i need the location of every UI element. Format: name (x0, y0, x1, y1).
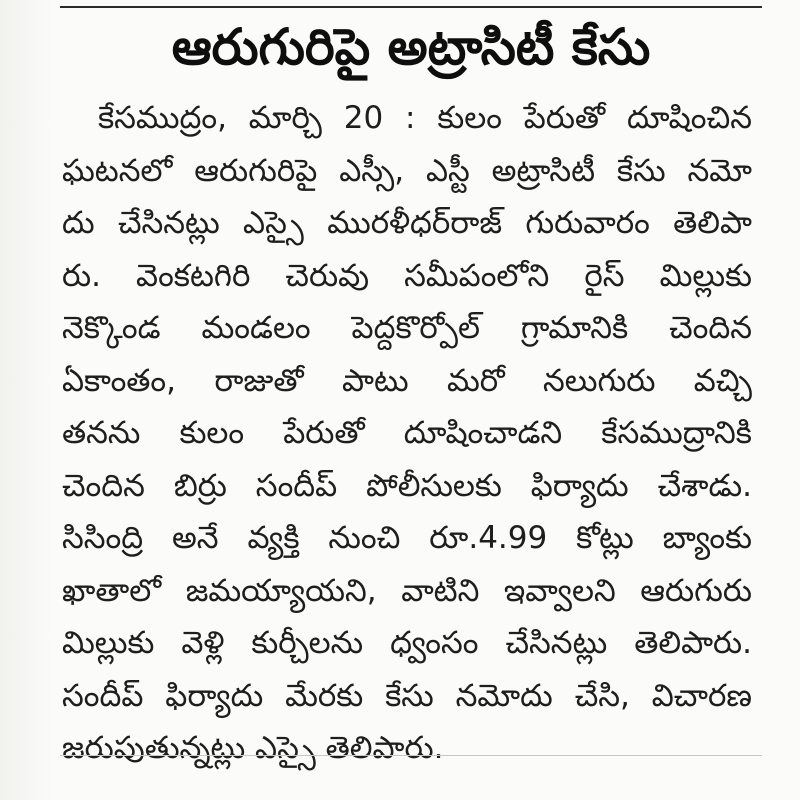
top-rule (60, 6, 762, 8)
article-line: జరుపుతున్నట్లు ఎస్సై తెలిపారు. (62, 730, 444, 766)
article-headline: ఆరుగురిపై అట్రాసిటీ కేసు (171, 18, 651, 76)
article-line: దు చేసినట్లు ఎస్సై మురళీధర్‌రాజ్ గురువారం తెలిపా (62, 205, 752, 241)
bottom-rule (60, 755, 762, 756)
article-line: చెందిన బిర్రు సందీప్ పోలీసులకు ఫిర్యాదు చేశాడు. (62, 467, 752, 504)
article-line: కేసముద్రం, మార్చి 20 : కులం పేరుతో దూషించిన (98, 100, 752, 136)
article-line: రు. వెంకటగిరి చెరువు సమీపంలోని రైస్ మిల్లుకు (62, 257, 752, 294)
article-line: ఖాతాలో జమయ్యాయని, వాటిని ఇవ్వాలని ఆరుగురు (62, 572, 752, 609)
page-margin (0, 0, 52, 800)
article-line: మిల్లుకు వెళ్లి కుర్చీలను ధ్వంసం చేసినట్లు తెలిపారు. (62, 625, 752, 661)
article-line: తనను కులం పేరుతో దూషించాడని కేసముద్రానికి (62, 415, 752, 451)
article-line: సందీప్ ఫిర్యాదు మేరకు కేసు నమోదు చేసి, విచారణ (62, 677, 752, 714)
article-line: సిసింద్రి అనే వ్యక్తి నుంచి రూ.4.99 కోట్లు బ్యాంకు (62, 520, 752, 556)
article-line: నెక్కొండ మండలం పెద్దకొర్పోల్ గ్రామానికి చెందిన (62, 310, 752, 346)
article-body (62, 92, 752, 775)
article-line: ఏకాంతం, రాజుతో పాటు మరో నలుగురు వచ్చి (62, 362, 752, 399)
article-line: ఘటనలో ఆరుగురిపై ఎస్సీ, ఎస్టీ అట్రాసిటీ కేసు నమో (62, 152, 752, 189)
